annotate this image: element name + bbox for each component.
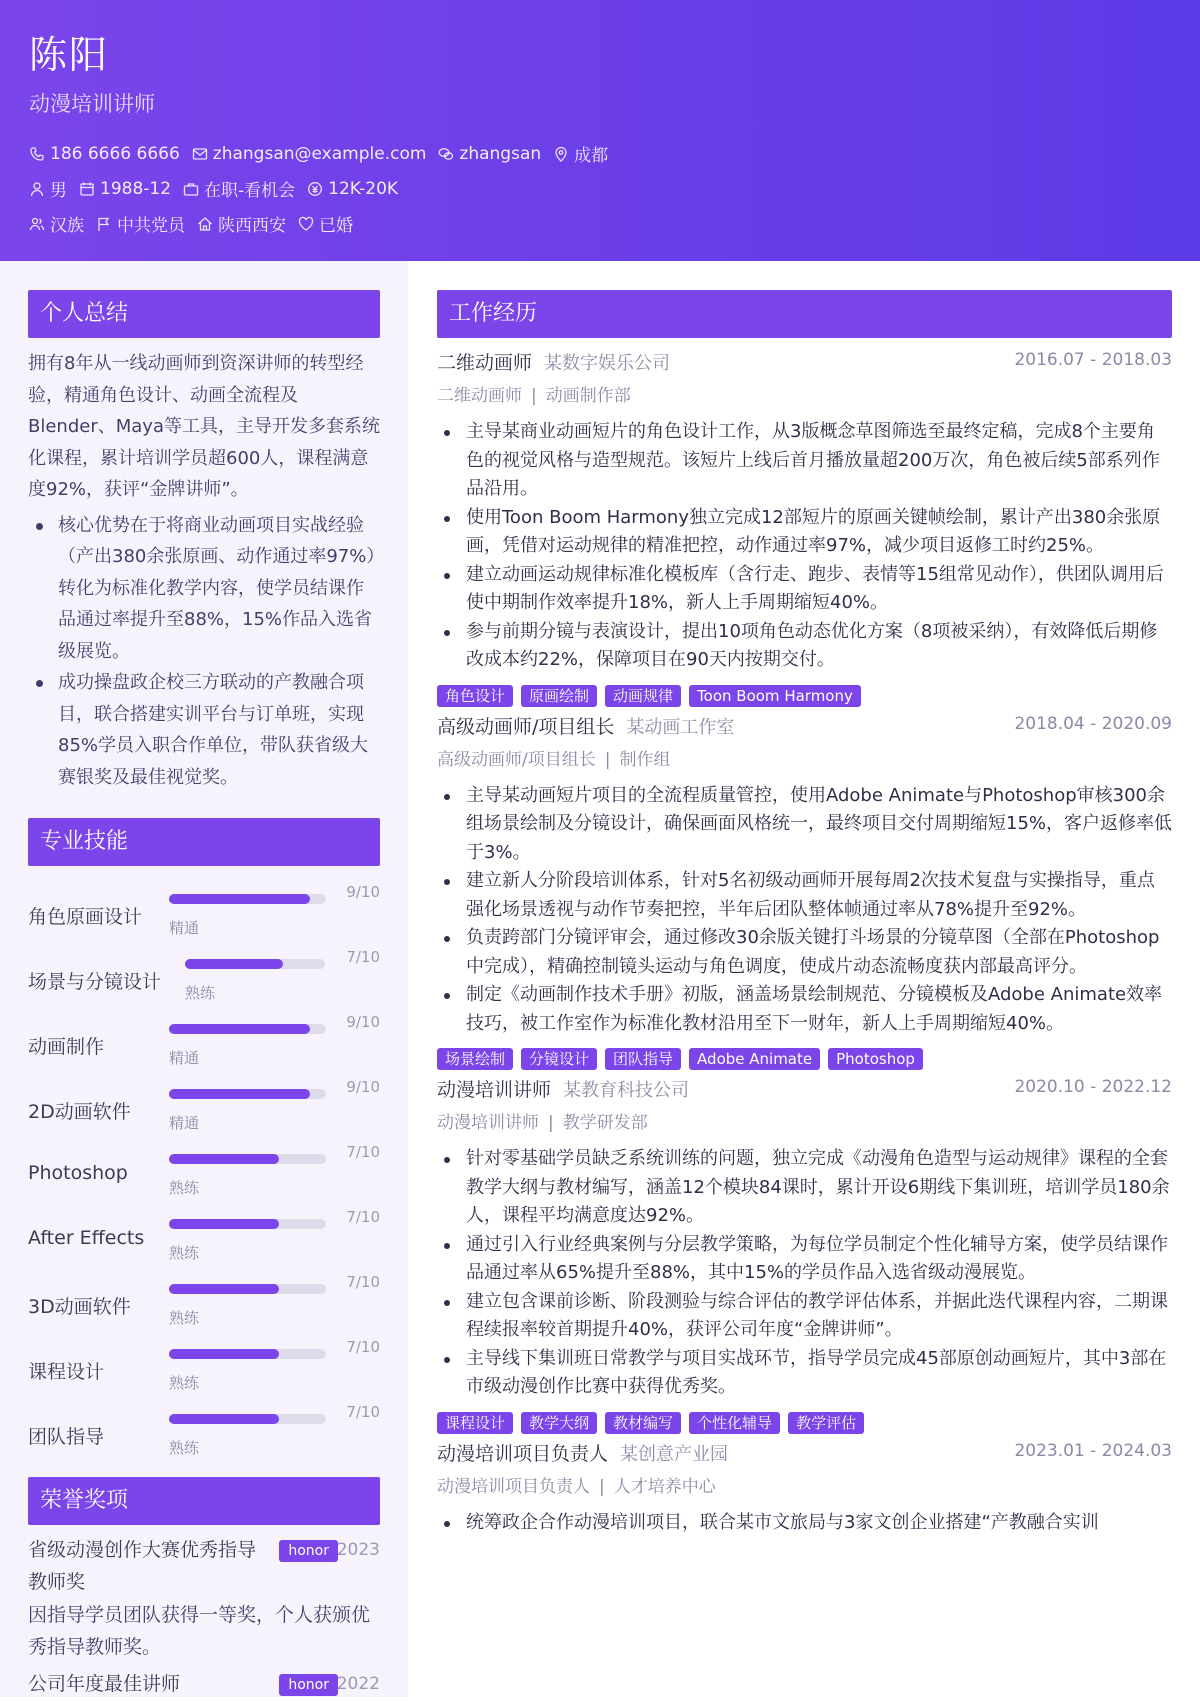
job-subline bbox=[437, 1471, 1172, 1503]
honor-title: 省级动漫创作大赛优秀指导教师奖 bbox=[28, 1539, 257, 1593]
job-bullets bbox=[437, 418, 1172, 675]
job-bullets bbox=[437, 1145, 1172, 1402]
skill-item bbox=[28, 880, 380, 945]
skill-bar bbox=[169, 1414, 326, 1424]
skill-name: 角色原画设计 bbox=[28, 906, 143, 928]
job-bullet: 主导线下集训班日常教学与项目实战环节，指导学员完成45部原创动画短片，其中3部在市级动漫创作比赛中获得优秀奖。 bbox=[437, 1345, 1172, 1402]
skill-tag: Adobe Animate bbox=[689, 1048, 820, 1070]
job-subline bbox=[437, 380, 1172, 412]
job-role: 动漫培训讲师 bbox=[437, 1079, 552, 1101]
job-bullet: 统筹政企合作动漫培训项目，联合某市文旅局与3家文创企业搭建“产教融合实训 bbox=[437, 1509, 1172, 1538]
job-department: 人才培养中心 bbox=[613, 1476, 716, 1497]
job-company: 某教育科技公司 bbox=[563, 1080, 690, 1101]
job-department: 制作组 bbox=[619, 749, 671, 770]
phone-item bbox=[29, 144, 180, 164]
job-tags bbox=[437, 685, 1172, 707]
job-tags bbox=[437, 1412, 1172, 1434]
candidate-title: 动漫培训讲师 bbox=[29, 92, 155, 116]
skill-score: 9/10 bbox=[346, 1013, 380, 1031]
honor-tag: honor bbox=[279, 1674, 338, 1696]
job-header bbox=[437, 1075, 1172, 1107]
job-company: 某创意产业园 bbox=[620, 1443, 729, 1465]
status-text: 在职-看机会 bbox=[204, 181, 296, 201]
job-bullet: 针对零基础学员缺乏系统训练的问题，独立完成《动漫角色造型与运动规律》课程的全套教学大纲与教材编写，涵盖12个模块84课时，累计开设6期线下集训班，培训学员180余人，课程平均满意度达92%。 bbox=[437, 1145, 1172, 1231]
salary-icon bbox=[307, 181, 323, 197]
location-text: 成都 bbox=[574, 146, 609, 166]
skill-level: 熟练 bbox=[169, 1374, 200, 1392]
job-entry bbox=[437, 1075, 1172, 1434]
honors-heading: 荣誉奖项 bbox=[28, 1477, 380, 1525]
resume-header bbox=[0, 0, 1200, 261]
job-role: 二维动画师 bbox=[437, 352, 533, 374]
jobs-list bbox=[437, 348, 1172, 1537]
skill-score: 7/10 bbox=[346, 1208, 380, 1226]
skills-list bbox=[28, 880, 380, 1465]
skill-item bbox=[28, 1335, 380, 1400]
skill-score: 9/10 bbox=[346, 883, 380, 901]
skill-level: 精通 bbox=[169, 1114, 200, 1132]
skill-name: 3D动画软件 bbox=[28, 1296, 131, 1318]
honor-item bbox=[28, 1535, 380, 1663]
skill-bar bbox=[169, 894, 326, 904]
job-entry bbox=[437, 348, 1172, 707]
skill-score: 7/10 bbox=[346, 1403, 380, 1421]
phone-icon bbox=[29, 146, 45, 162]
job-company: 某动画工作室 bbox=[626, 716, 735, 738]
job-role: 高级动画师/项目组长 bbox=[437, 715, 615, 738]
party-text: 中共党员 bbox=[117, 216, 185, 236]
honor-desc: 因指导学员团队获得一等奖，个人获颁优秀指导教师奖。 bbox=[28, 1604, 371, 1658]
skill-name: 团队指导 bbox=[28, 1426, 105, 1448]
skill-tag: 教材编写 bbox=[605, 1412, 681, 1434]
location-item bbox=[553, 141, 608, 166]
skill-name: 场景与分镜设计 bbox=[28, 971, 162, 993]
skill-score: 7/10 bbox=[346, 1273, 380, 1291]
job-bullets bbox=[437, 1509, 1172, 1538]
marital-item bbox=[298, 211, 353, 236]
wechat-icon bbox=[438, 146, 454, 162]
skill-tag: 分镜设计 bbox=[521, 1048, 597, 1070]
personal-row bbox=[29, 171, 1171, 206]
skill-item bbox=[28, 1075, 380, 1140]
skill-bar bbox=[169, 1154, 326, 1164]
experience-heading: 工作经历 bbox=[437, 290, 1172, 338]
job-date: 2016.07 - 2018.03 bbox=[1014, 350, 1172, 370]
job-bullet: 负责跨部门分镜评审会，通过修改30余版关键打斗场景的分镜草图（全部在Photoshop中完成），精确控制镜头运动与角色调度，使成片动态流畅度获内部最高评分。 bbox=[437, 924, 1172, 981]
mail-icon bbox=[192, 146, 208, 162]
birth-item bbox=[79, 179, 171, 199]
job-company: 某数字娱乐公司 bbox=[544, 353, 671, 374]
job-bullet: 建立新人分阶段培训体系，针对5名初级动画师开展每周2次技术复盘与实操指导，重点强化场景透视与动作节奏把控，半年后团队整体帧通过率从78%提升至92%。 bbox=[437, 867, 1172, 924]
job-bullet: 参与前期分镜与表演设计，提出10项角色动态优化方案（8项被采纳），有效降低后期修改成本约22%，保障项目在90天内按期交付。 bbox=[437, 618, 1172, 675]
skill-item bbox=[28, 1205, 380, 1270]
job-date: 2023.01 - 2024.03 bbox=[1014, 1440, 1172, 1461]
skill-tag: 课程设计 bbox=[437, 1412, 513, 1434]
job-entry bbox=[437, 1439, 1172, 1538]
skill-bar-fill bbox=[169, 1349, 279, 1359]
skill-tag: Photoshop bbox=[828, 1048, 923, 1070]
job-date: 2018.04 - 2020.09 bbox=[1014, 713, 1172, 734]
skill-item bbox=[28, 1140, 380, 1205]
skill-tag: 教学评估 bbox=[788, 1412, 864, 1434]
job-sub-role: 动漫培训讲师 bbox=[437, 1113, 539, 1133]
skill-tag: 教学大纲 bbox=[521, 1412, 597, 1434]
separator: | bbox=[548, 1113, 554, 1133]
job-bullet: 建立包含课前诊断、阶段测验与综合评估的教学评估体系，并据此迭代课程内容，二期课程续报率较首期提升40%，获评公司年度“金牌讲师”。 bbox=[437, 1288, 1172, 1345]
job-tags bbox=[437, 1048, 1172, 1070]
right-column bbox=[408, 261, 1200, 1697]
skill-level: 熟练 bbox=[169, 1439, 200, 1457]
job-sub-role: 动漫培训项目负责人 bbox=[437, 1476, 590, 1497]
skill-score: 9/10 bbox=[346, 1078, 380, 1096]
hometown-item bbox=[197, 211, 286, 236]
skill-bar bbox=[169, 1284, 326, 1294]
contact-row bbox=[29, 136, 1171, 171]
calendar-icon bbox=[79, 181, 95, 197]
ethnicity-text: 汉族 bbox=[50, 216, 84, 236]
separator: | bbox=[599, 1476, 605, 1497]
job-header bbox=[437, 1439, 1172, 1471]
skill-bar-fill bbox=[169, 894, 310, 904]
job-bullet: 建立动画运动规律标准化模板库（含行走、跑步、表情等15组常见动作），供团队调用后使中期制作效率提升18%，新人上手周期缩短40%。 bbox=[437, 561, 1172, 618]
summary-bullet: 成功操盘政企校三方联动的产教融合项目，联合搭建实训平台与订单班，实现85%学员入职合作单位，带队获省级大赛银奖及最佳视觉奖。 bbox=[28, 667, 380, 793]
skill-bar bbox=[169, 1349, 326, 1359]
job-date: 2020.10 - 2022.12 bbox=[1014, 1077, 1172, 1097]
skill-tag: 原画绘制 bbox=[521, 685, 597, 707]
skill-level: 熟练 bbox=[169, 1244, 200, 1262]
summary-heading: 个人总结 bbox=[28, 290, 380, 338]
job-sub-role: 二维动画师 bbox=[437, 386, 522, 406]
summary-list bbox=[28, 510, 380, 794]
honor-item bbox=[28, 1669, 380, 1701]
salary-text: 12K-20K bbox=[328, 178, 399, 199]
job-bullet: 使用Toon Boom Harmony独立完成12部短片的原画关键帧绘制，累计产出380余张原画，凭借对运动规律的精准把控，动作通过率97%，减少项目返修工时约25%。 bbox=[437, 504, 1172, 561]
left-column bbox=[0, 261, 408, 1697]
job-sub-role: 高级动画师/项目组长 bbox=[437, 749, 596, 770]
skill-item bbox=[28, 945, 380, 1010]
email-item bbox=[192, 144, 427, 164]
party-item bbox=[96, 211, 185, 236]
skill-level: 精通 bbox=[169, 919, 200, 937]
separator: | bbox=[604, 749, 611, 770]
job-role: 动漫培训项目负责人 bbox=[437, 1442, 609, 1465]
skill-tag: Toon Boom Harmony bbox=[689, 685, 861, 707]
skill-level: 熟练 bbox=[185, 984, 216, 1002]
status-item bbox=[183, 176, 295, 201]
skill-name: 课程设计 bbox=[28, 1361, 105, 1383]
skill-score: 7/10 bbox=[346, 1338, 380, 1356]
summary-bullet: 核心优势在于将商业动画项目实战经验（产出380余张原画、动作通过率97%）转化为标准化教学内容，使学员结课作品通过率提升至88%，15%作品入选省级展览。 bbox=[28, 510, 380, 668]
email-text: zhangsan@example.com bbox=[212, 143, 427, 164]
summary-text: 拥有8年从一线动画师到资深讲师的转型经验，精通角色设计、动画全流程及Blender、Maya等工具，主导开发多套系统化课程，累计培训学员超600人，课程满意度92%，获评“金牌讲师”。 bbox=[28, 353, 380, 500]
skill-bar-fill bbox=[169, 1414, 279, 1424]
skill-name: 动画制作 bbox=[28, 1036, 105, 1058]
job-bullet: 主导某动画短片项目的全流程质量管控，使用Adobe Animate与Photoshop审核300余组场景绘制及分镜设计，确保画面风格统一，最终项目交付周期缩短15%，客户返修率低于3%。 bbox=[437, 782, 1172, 868]
skills-heading: 专业技能 bbox=[28, 818, 380, 866]
birth-text: 1988-12 bbox=[100, 178, 172, 199]
skill-level: 熟练 bbox=[169, 1309, 200, 1327]
job-bullets bbox=[437, 782, 1172, 1039]
skill-bar-fill bbox=[185, 959, 283, 969]
job-subline bbox=[437, 744, 1172, 776]
honor-year: 2022 bbox=[336, 1674, 380, 1694]
skill-level: 精通 bbox=[169, 1049, 200, 1067]
job-entry bbox=[437, 712, 1172, 1071]
job-bullet: 主导某商业动画短片的角色设计工作，从3版概念草图筛选至最终定稿，完成8个主要角色的视觉风格与造型规范。该短片上线后首月播放量超200万次，角色被后续5部系列作品沿用。 bbox=[437, 418, 1172, 504]
skill-bar-fill bbox=[169, 1089, 310, 1099]
candidate-name: 陈阳 bbox=[29, 33, 110, 77]
skill-level: 熟练 bbox=[169, 1179, 200, 1197]
job-department: 动画制作部 bbox=[545, 386, 631, 406]
gender-item bbox=[29, 176, 67, 201]
hometown-text: 陕西西安 bbox=[218, 216, 286, 236]
ethnicity-item bbox=[29, 211, 84, 236]
skill-score: 7/10 bbox=[346, 1143, 380, 1161]
job-header bbox=[437, 348, 1172, 380]
skill-name: 2D动画软件 bbox=[28, 1101, 131, 1123]
background-row bbox=[29, 206, 1171, 241]
skill-item bbox=[28, 1270, 380, 1335]
skill-tag: 团队指导 bbox=[605, 1048, 681, 1070]
skill-tag: 角色设计 bbox=[437, 685, 513, 707]
skill-name: Photoshop bbox=[28, 1162, 128, 1184]
skill-bar bbox=[185, 959, 325, 969]
skill-item bbox=[28, 1400, 380, 1465]
skill-score: 7/10 bbox=[346, 948, 380, 966]
gender-text: 男 bbox=[50, 181, 67, 201]
skill-bar-fill bbox=[169, 1219, 279, 1229]
job-header bbox=[437, 712, 1172, 744]
wechat-text: zhangsan bbox=[459, 143, 542, 164]
skill-bar bbox=[169, 1089, 326, 1099]
job-bullet: 制定《动画制作技术手册》初版，涵盖场景绘制规范、分镜模板及Adobe Animate效率技巧，被工作室作为标准化教材沿用至下一财年，新人上手周期缩短40%。 bbox=[437, 981, 1172, 1038]
skill-item bbox=[28, 1010, 380, 1075]
heart-icon bbox=[298, 216, 314, 232]
marital-text: 已婚 bbox=[319, 216, 353, 236]
honor-year: 2023 bbox=[336, 1540, 380, 1560]
wechat-item bbox=[438, 144, 541, 164]
skill-tag: 个性化辅导 bbox=[689, 1412, 780, 1434]
job-subline bbox=[437, 1107, 1172, 1139]
job-bullet: 通过引入行业经典案例与分层教学策略，为每位学员制定个性化辅导方案，使学员结课作品通过率从65%提升至88%，其中15%的学员作品入选省级动漫展览。 bbox=[437, 1231, 1172, 1288]
honor-title: 公司年度最佳讲师 bbox=[28, 1673, 181, 1695]
flag-icon bbox=[96, 216, 112, 232]
phone-text: 186 6666 6666 bbox=[50, 143, 180, 164]
skill-bar-fill bbox=[169, 1154, 279, 1164]
people-icon bbox=[29, 216, 45, 232]
location-icon bbox=[553, 146, 569, 162]
skill-name: After Effects bbox=[28, 1227, 145, 1249]
salary-item bbox=[307, 179, 398, 199]
skill-tag: 场景绘制 bbox=[437, 1048, 513, 1070]
skill-bar bbox=[169, 1219, 326, 1229]
briefcase-icon bbox=[183, 181, 199, 197]
honor-tag: honor bbox=[279, 1540, 338, 1562]
skill-bar-fill bbox=[169, 1284, 279, 1294]
skill-tag: 动画规律 bbox=[605, 685, 681, 707]
separator: | bbox=[531, 386, 537, 406]
skill-bar-fill bbox=[169, 1024, 310, 1034]
job-department: 教学研发部 bbox=[562, 1113, 648, 1133]
skill-bar bbox=[169, 1024, 326, 1034]
home-icon bbox=[197, 216, 213, 232]
user-icon bbox=[29, 181, 45, 197]
